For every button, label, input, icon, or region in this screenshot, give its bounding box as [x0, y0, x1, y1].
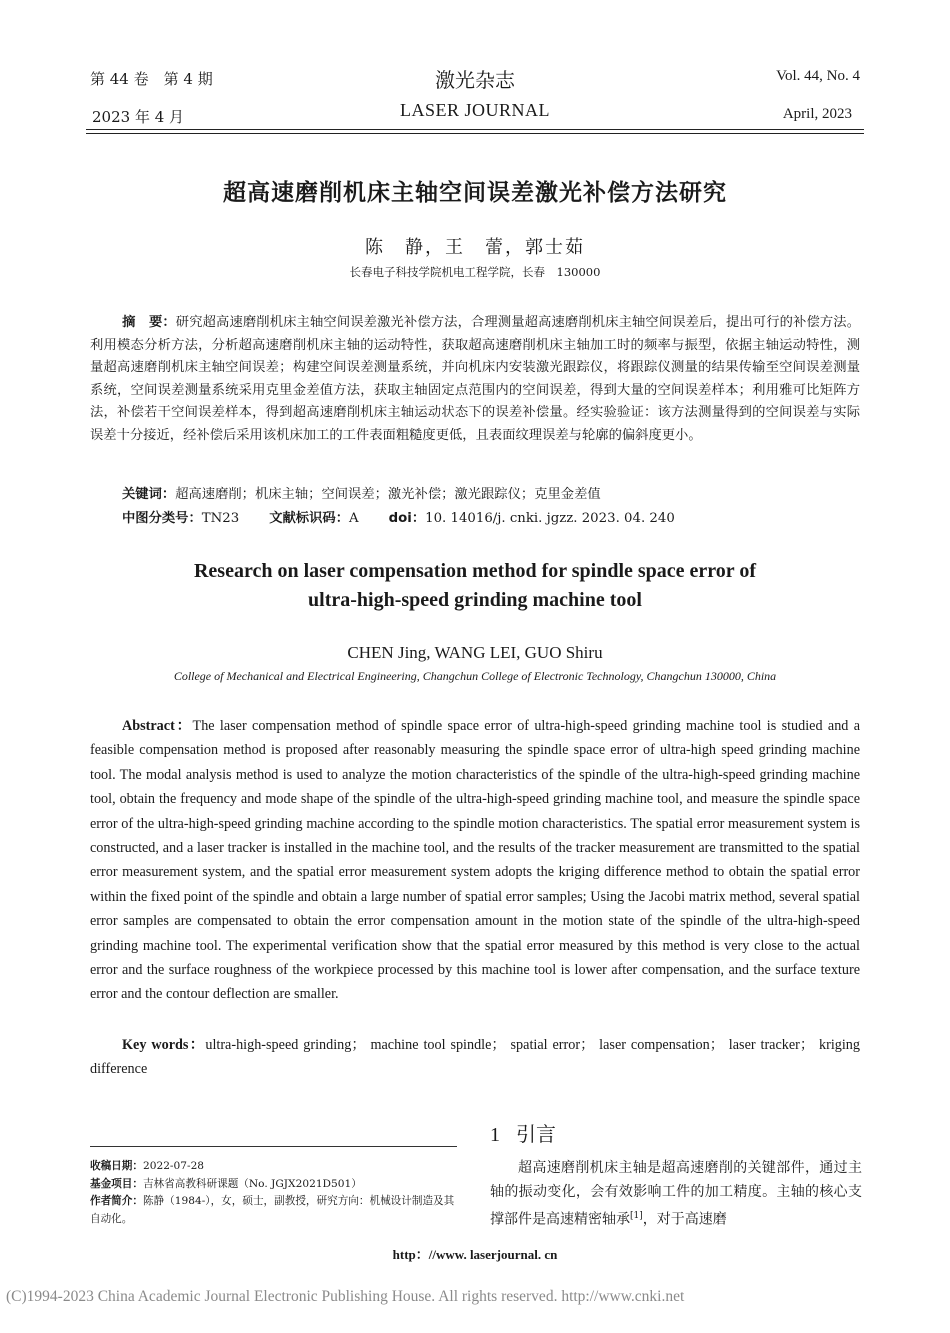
section-body: 超高速磨削机床主轴是超高速磨削的关键部件，通过主轴的振动变化，会有效影响工件的加工精度。主轴的核心支撑部件是高速精密轴承[1]，对于高速磨: [490, 1160, 862, 1228]
clc-label: 中图分类号：: [122, 511, 202, 526]
title-cn: 超高速磨削机床主轴空间误差激光补偿方法研究: [223, 180, 727, 206]
affiliation-en: College of Mechanical and Electrical Engineering, Changchun College of Electronic Technology, Changchun 130000, China: [173, 669, 777, 683]
header-rule-thin: [86, 133, 864, 134]
doc-code-label: 文献标识码：: [269, 511, 349, 526]
keywords-en: [90, 1033, 860, 1082]
journal-name-cn: 激光杂志: [435, 68, 515, 92]
journal-website-link[interactable]: http：//www. laserjournal. cn: [392, 1247, 558, 1262]
footnote: [90, 1158, 462, 1228]
abstract-cn: [90, 312, 860, 448]
abstract-en: [90, 714, 860, 1007]
keywords-en-text: ultra-high-speed grinding； machine tool spindle； spatial error； laser compensation； laser tracker； kriging difference: [90, 1037, 860, 1078]
journal-name-en: LASER JOURNAL: [399, 100, 550, 120]
header-date-en: April, 2023: [782, 106, 852, 122]
keywords-cn: [122, 484, 862, 506]
keywords-cn-text: 超高速磨削；机床主轴；空间误差；激光补偿；激光跟踪仪；克里金差值: [175, 487, 601, 502]
header-volume-cn: 第 44 卷 第 4 期: [90, 70, 213, 88]
cnki-copyright-watermark: (C)1994-2023 China Academic Journal Electronic Publishing House. All rights reserved. http://www.cnki.net: [6, 1288, 685, 1305]
footnote-received: 收稿日期：2022-07-28: [90, 1160, 205, 1172]
footnote-author: 作者简介：陈静（1984-），女，硕士，副教授，研究方向：机械设计制造及其自动化。: [90, 1195, 455, 1225]
abstract-en-label: Abstract：: [122, 718, 193, 734]
keywords-cn-label: 关键词：: [122, 487, 176, 502]
section-number: 1: [490, 1124, 500, 1146]
keywords-en-label: Key words：: [122, 1037, 206, 1053]
doi-label: doi：: [388, 511, 426, 526]
footnote-fund: 基金项目：吉林省高教科研课题（No. JGJX2021D501）: [90, 1177, 362, 1190]
classification-line: [122, 508, 862, 530]
abstract-cn-text: 研究超高速磨削机床主轴空间误差激光补偿方法，合理测量超高速磨削机床主轴空间误差后，提出可行的补偿方法。利用模态分析方法，分析超高速磨削机床主轴的运动特性，获取超高速磨削机床主轴加工时的频率与振型，依据主轴运动特性，测量超高速磨削机床主轴空间误差；构建空间误差测量系统，并向机床内安装激光跟踪仪，将跟踪仪测量的结果传输至空间误差测量系统，空间误差测量系统采用克里金差值方法，获取主轴固定点范围内的空间误差，得到大量的空间误差样本；利用雅可比矩阵方法，补偿若干空间误差样本，得到超高速磨削机床主轴运动状态下的误差补偿量。经实验验证：该方法测量得到的空间误差与实际误差十分接近，经补偿后采用该机床加工的工件表面粗糙度更低，且表面纹理误差与轮廓的偏斜度更小。: [90, 315, 861, 443]
header-date-cn: 2023 年 4 月: [92, 108, 185, 126]
title-en: Research on laser compensation method for spindle space error of ultra-high-speed grinding machine tool: [193, 560, 756, 611]
authors-en: CHEN Jing, WANG LEI, GUO Shiru: [347, 643, 603, 662]
section-heading: [490, 1118, 556, 1147]
header-volume-en: Vol. 44, No. 4: [776, 68, 860, 84]
affiliation-cn: 长春电子科技学院机电工程学院，长春 130000: [349, 265, 601, 279]
clc-value: TN23: [201, 511, 240, 526]
footnote-rule: [90, 1146, 457, 1147]
header-rule: [86, 129, 864, 130]
section-title: 引言: [516, 1124, 556, 1146]
abstract-cn-label: 摘 要：: [122, 315, 176, 330]
doc-code-value: A: [349, 511, 359, 526]
authors-cn: 陈 静，王 蕾，郭士茹: [365, 237, 585, 258]
citation-ref[interactable]: [1]: [630, 1211, 643, 1221]
doi-value: 10. 14016/j. cnki. jgzz. 2023. 04. 240: [425, 511, 675, 526]
abstract-en-text: The laser compensation method of spindle space error of ultra-high-speed grinding machine tool is studied and a feasible compensation method is proposed after reasonably measuring the spindle space error of ultra-high speed grinding machine tool. The modal analysis method is used to analyze the motion characteristics of the spindle of the ultra-high-speed grinding machine tool, obtain the frequency and mode shape of the spindle of the ultra-high-speed grinding machine tool, and measure the spindle space error of the ultra-high-speed grinding machine according to the spindle motion characteristics. The spatial error measurement system is constructed, and a laser tracker is installed in the machine tool, and the results of the tracker measurement are transmitted to the spatial error measurement system, and the spatial error measurement system adopts the kriging difference method to obtain the spatial error within the fixed point of the spindle and obtain a large number of spatial error samples; Using the Jacobi matrix method, several spatial error samples are compensated to obtain the error compensation amount in the motion state of the spindle of the ultra-high-speed grinding machine tool. The experimental verification show that the spatial error measured by this method is very close to the actual error and the surface roughness of the workpiece processed by this machine tool is lower after compensation, and the surface texture error and the contour deflection are smaller.: [90, 718, 861, 1003]
